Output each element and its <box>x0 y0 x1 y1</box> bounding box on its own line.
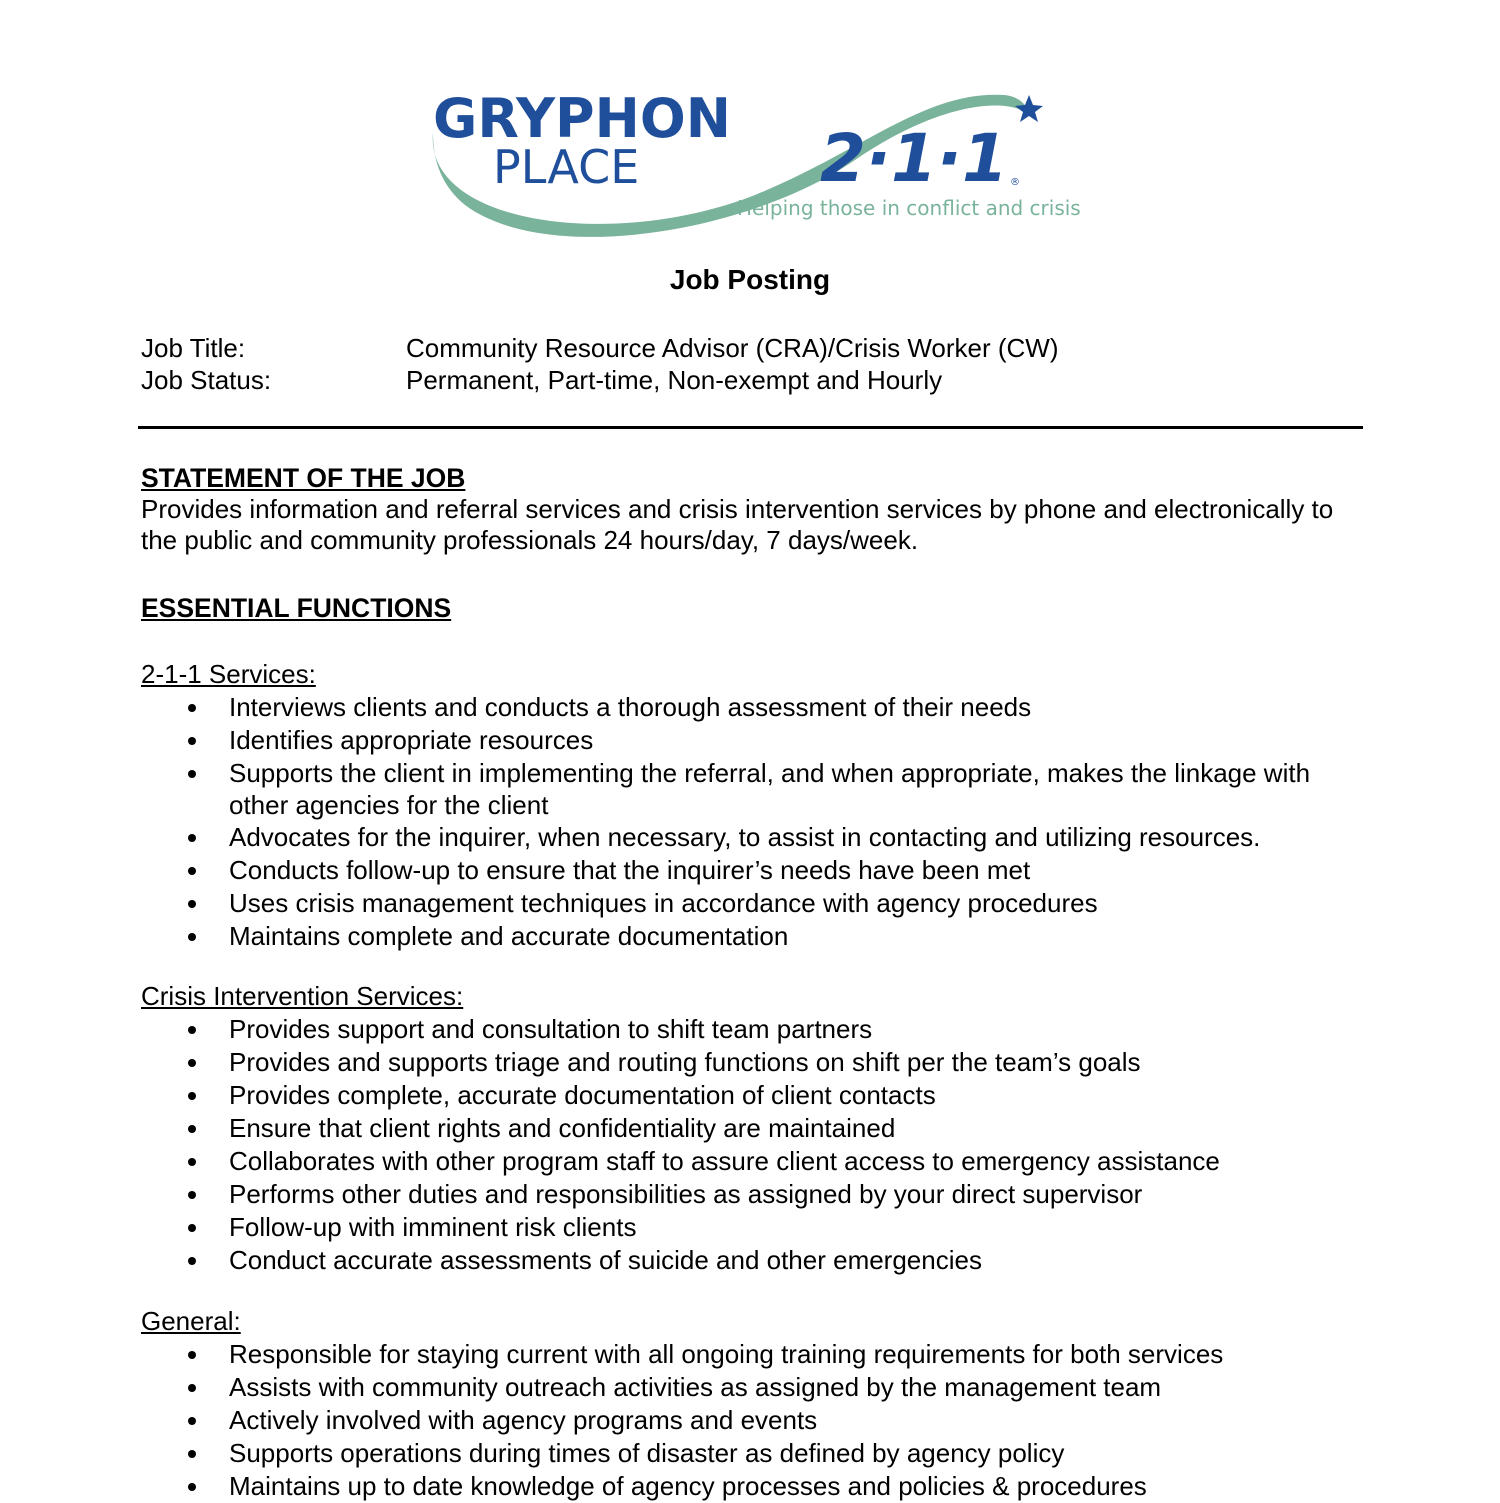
list-item: Supports operations during times of disaster as defined by agency policy <box>141 1437 1371 1470</box>
list-item: Supports the client in implementing the referral, and when appropriate, makes the linkage with other agencies for the client <box>141 757 1371 821</box>
statement-heading: STATEMENT OF THE JOB <box>141 463 466 493</box>
list-item: Maintains complete and accurate documentation <box>141 920 1371 953</box>
list-item: Collaborates with other program staff to assure client access to emergency assistance <box>141 1145 1371 1178</box>
crisis-label: Crisis Intervention Services: <box>141 981 464 1011</box>
services-211-label: 2-1-1 Services: <box>141 659 316 689</box>
general-list <box>141 1338 1371 1503</box>
logo-211-text: 2·1·1 <box>820 120 1008 197</box>
job-title-label: Job Title: <box>141 333 246 363</box>
logo-place-text: PLACE <box>493 140 640 194</box>
job-meta <box>141 332 1059 396</box>
essential-heading-wrap <box>141 593 1371 624</box>
statement-section <box>141 463 1371 556</box>
job-status-value: Permanent, Part-time, Non-exempt and Hourly <box>406 365 943 395</box>
general-label: General: <box>141 1306 241 1336</box>
logo-registered-mark: ® <box>1010 177 1020 188</box>
logo-star-icon <box>1015 95 1043 122</box>
gryphon-place-211-logo <box>425 75 1085 245</box>
list-item: Advocates for the inquirer, when necessary, to assist in contacting and utilizing resources. <box>141 821 1371 854</box>
list-item: Maintains up to date knowledge of agency processes and policies & procedures <box>141 1470 1371 1503</box>
list-item: Ensure that client rights and confidentiality are maintained <box>141 1112 1371 1145</box>
logo-tagline: Helping those in conflict and crisis <box>737 196 1081 220</box>
essential-heading: ESSENTIAL FUNCTIONS <box>141 593 452 623</box>
statement-text: Provides information and referral services and crisis intervention services by phone and electronically to the public and community professionals 24 hours/day, 7 days/week. <box>141 494 1334 555</box>
list-item: Provides complete, accurate documentation of client contacts <box>141 1079 1371 1112</box>
job-title-value: Community Resource Advisor (CRA)/Crisis Worker (CW) <box>406 333 1059 363</box>
list-item: Performs other duties and responsibilities as assigned by your direct supervisor <box>141 1178 1371 1211</box>
list-item: Uses crisis management techniques in accordance with agency procedures <box>141 887 1371 920</box>
list-item: Follow-up with imminent risk clients <box>141 1211 1371 1244</box>
services-211-section <box>141 659 1371 953</box>
list-item: Provides support and consultation to shift team partners <box>141 1013 1371 1046</box>
page-title: Job Posting <box>669 264 831 295</box>
job-status-row <box>141 364 1059 396</box>
list-item: Interviews clients and conducts a thorough assessment of their needs <box>141 691 1371 724</box>
horizontal-divider <box>138 426 1363 429</box>
crisis-section <box>141 981 1371 1277</box>
list-item: Conduct accurate assessments of suicide and other emergencies <box>141 1244 1371 1277</box>
list-item: Conducts follow-up to ensure that the inquirer’s needs have been met <box>141 854 1371 887</box>
list-item: Responsible for staying current with all ongoing training requirements for both services <box>141 1338 1371 1371</box>
list-item: Assists with community outreach activities as assigned by the management team <box>141 1371 1371 1404</box>
list-item: Identifies appropriate resources <box>141 724 1371 757</box>
logo-gryphon-text: GRYPHON <box>433 87 731 150</box>
list-item: Actively involved with agency programs and events <box>141 1404 1371 1437</box>
general-section <box>141 1306 1371 1503</box>
crisis-list <box>141 1013 1371 1277</box>
job-status-label: Job Status: <box>141 365 272 395</box>
list-item: Provides and supports triage and routing functions on shift per the team’s goals <box>141 1046 1371 1079</box>
services-211-list <box>141 691 1371 953</box>
job-title-row <box>141 332 1059 364</box>
